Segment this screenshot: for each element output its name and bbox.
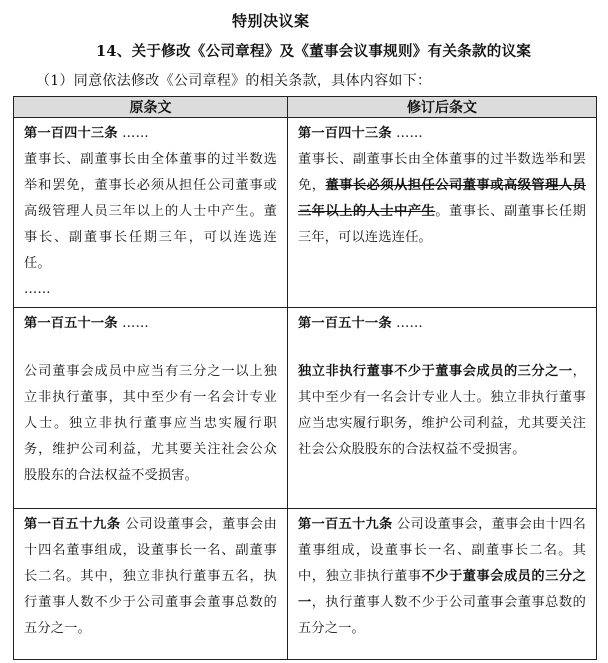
clause-number: 第一百四十三条 (298, 126, 392, 141)
clause-number: 第一百五十九条 (24, 517, 121, 532)
clause-number: 第一百五十一条 (24, 316, 118, 331)
deleted-text: 董事长必须从担任公司董事或高级管理人员三年以上的人士中产生 (298, 178, 586, 219)
motion-title: 14、关于修改《公司章程》及《董事会议事规则》有关条款的议案 (96, 43, 532, 60)
original-clause-cell (14, 509, 288, 660)
clause-text: 董事长、副董事长由全体董事的过半数选举和罢免， (298, 152, 586, 193)
original-clause-cell (14, 308, 288, 509)
clause-text: 公司设董事会，董事会由十四名董事组成，设董事长一名、副董事长二名。其中，独立非执行董事五名，执行董事人数不少于公司董事会董事总数的五分之一。 (24, 517, 278, 636)
added-text: 独立非执行董事不少于董事会成员的三分之一 (298, 364, 573, 379)
clause-number: 第一百五十一条 (298, 316, 392, 331)
clause-text: 董事长、副董事长由全体董事的过半数选举和罢免，董事长必须从担任公司董事或高级管理人员三年以上的人士中产生。董事长、副董事长任期三年，可以连选连任。 (24, 152, 277, 271)
ellipsis: …… (391, 316, 423, 331)
ellipsis: …… (117, 126, 149, 141)
amendment-table (13, 96, 597, 660)
revised-clause-cell (288, 509, 597, 660)
ellipsis: …… (391, 126, 423, 141)
table-header-row (14, 97, 597, 118)
original-clause-header: 原条文 (14, 97, 288, 118)
table-row (14, 509, 597, 660)
clause-text: 公司设董事会，董事会由十四名董事组成，设董事长一名、副董事长二名。其中，独立非执行董事 (298, 517, 586, 584)
revised-clause-cell (288, 308, 597, 509)
clause-text: 公司董事会成员中应当有三分之一以上独立非执行董事，其中至少有一名会计专业人士。独立非执行董事应当忠实履行职务，维护公司利益，尤其要关注社会公众股股东的合法权益不受损害。 (24, 364, 277, 483)
original-clause-cell (14, 118, 288, 308)
clause-text: 。董事长、副董事长任期三年，可以连选连任。 (298, 204, 587, 245)
ellipsis: …… (117, 316, 149, 331)
clause-text: ，执行董事人数不少于公司董事会董事总数的五分之一。 (298, 595, 586, 636)
intro-text: （1）同意依法修改《公司章程》的相关条款，具体内容如下： (36, 73, 432, 89)
table-row (14, 308, 597, 509)
clause-number: 第一百五十九条 (298, 517, 393, 532)
ellipsis: …… (24, 282, 51, 297)
added-text: 不少于董事会成员的三分之一 (298, 569, 586, 610)
revised-clause-cell (288, 118, 597, 308)
revised-clause-header: 修订后条文 (288, 97, 597, 118)
section-heading: 特别决议案 (232, 12, 310, 30)
clause-number: 第一百四十三条 (24, 126, 118, 141)
table-row (14, 118, 597, 308)
clause-text: ，其中至少有一名会计专业人士。独立非执行董事应当忠实履行职务，维护公司利益，尤其要关注社会公众股股东的合法权益不受损害。 (298, 364, 586, 457)
